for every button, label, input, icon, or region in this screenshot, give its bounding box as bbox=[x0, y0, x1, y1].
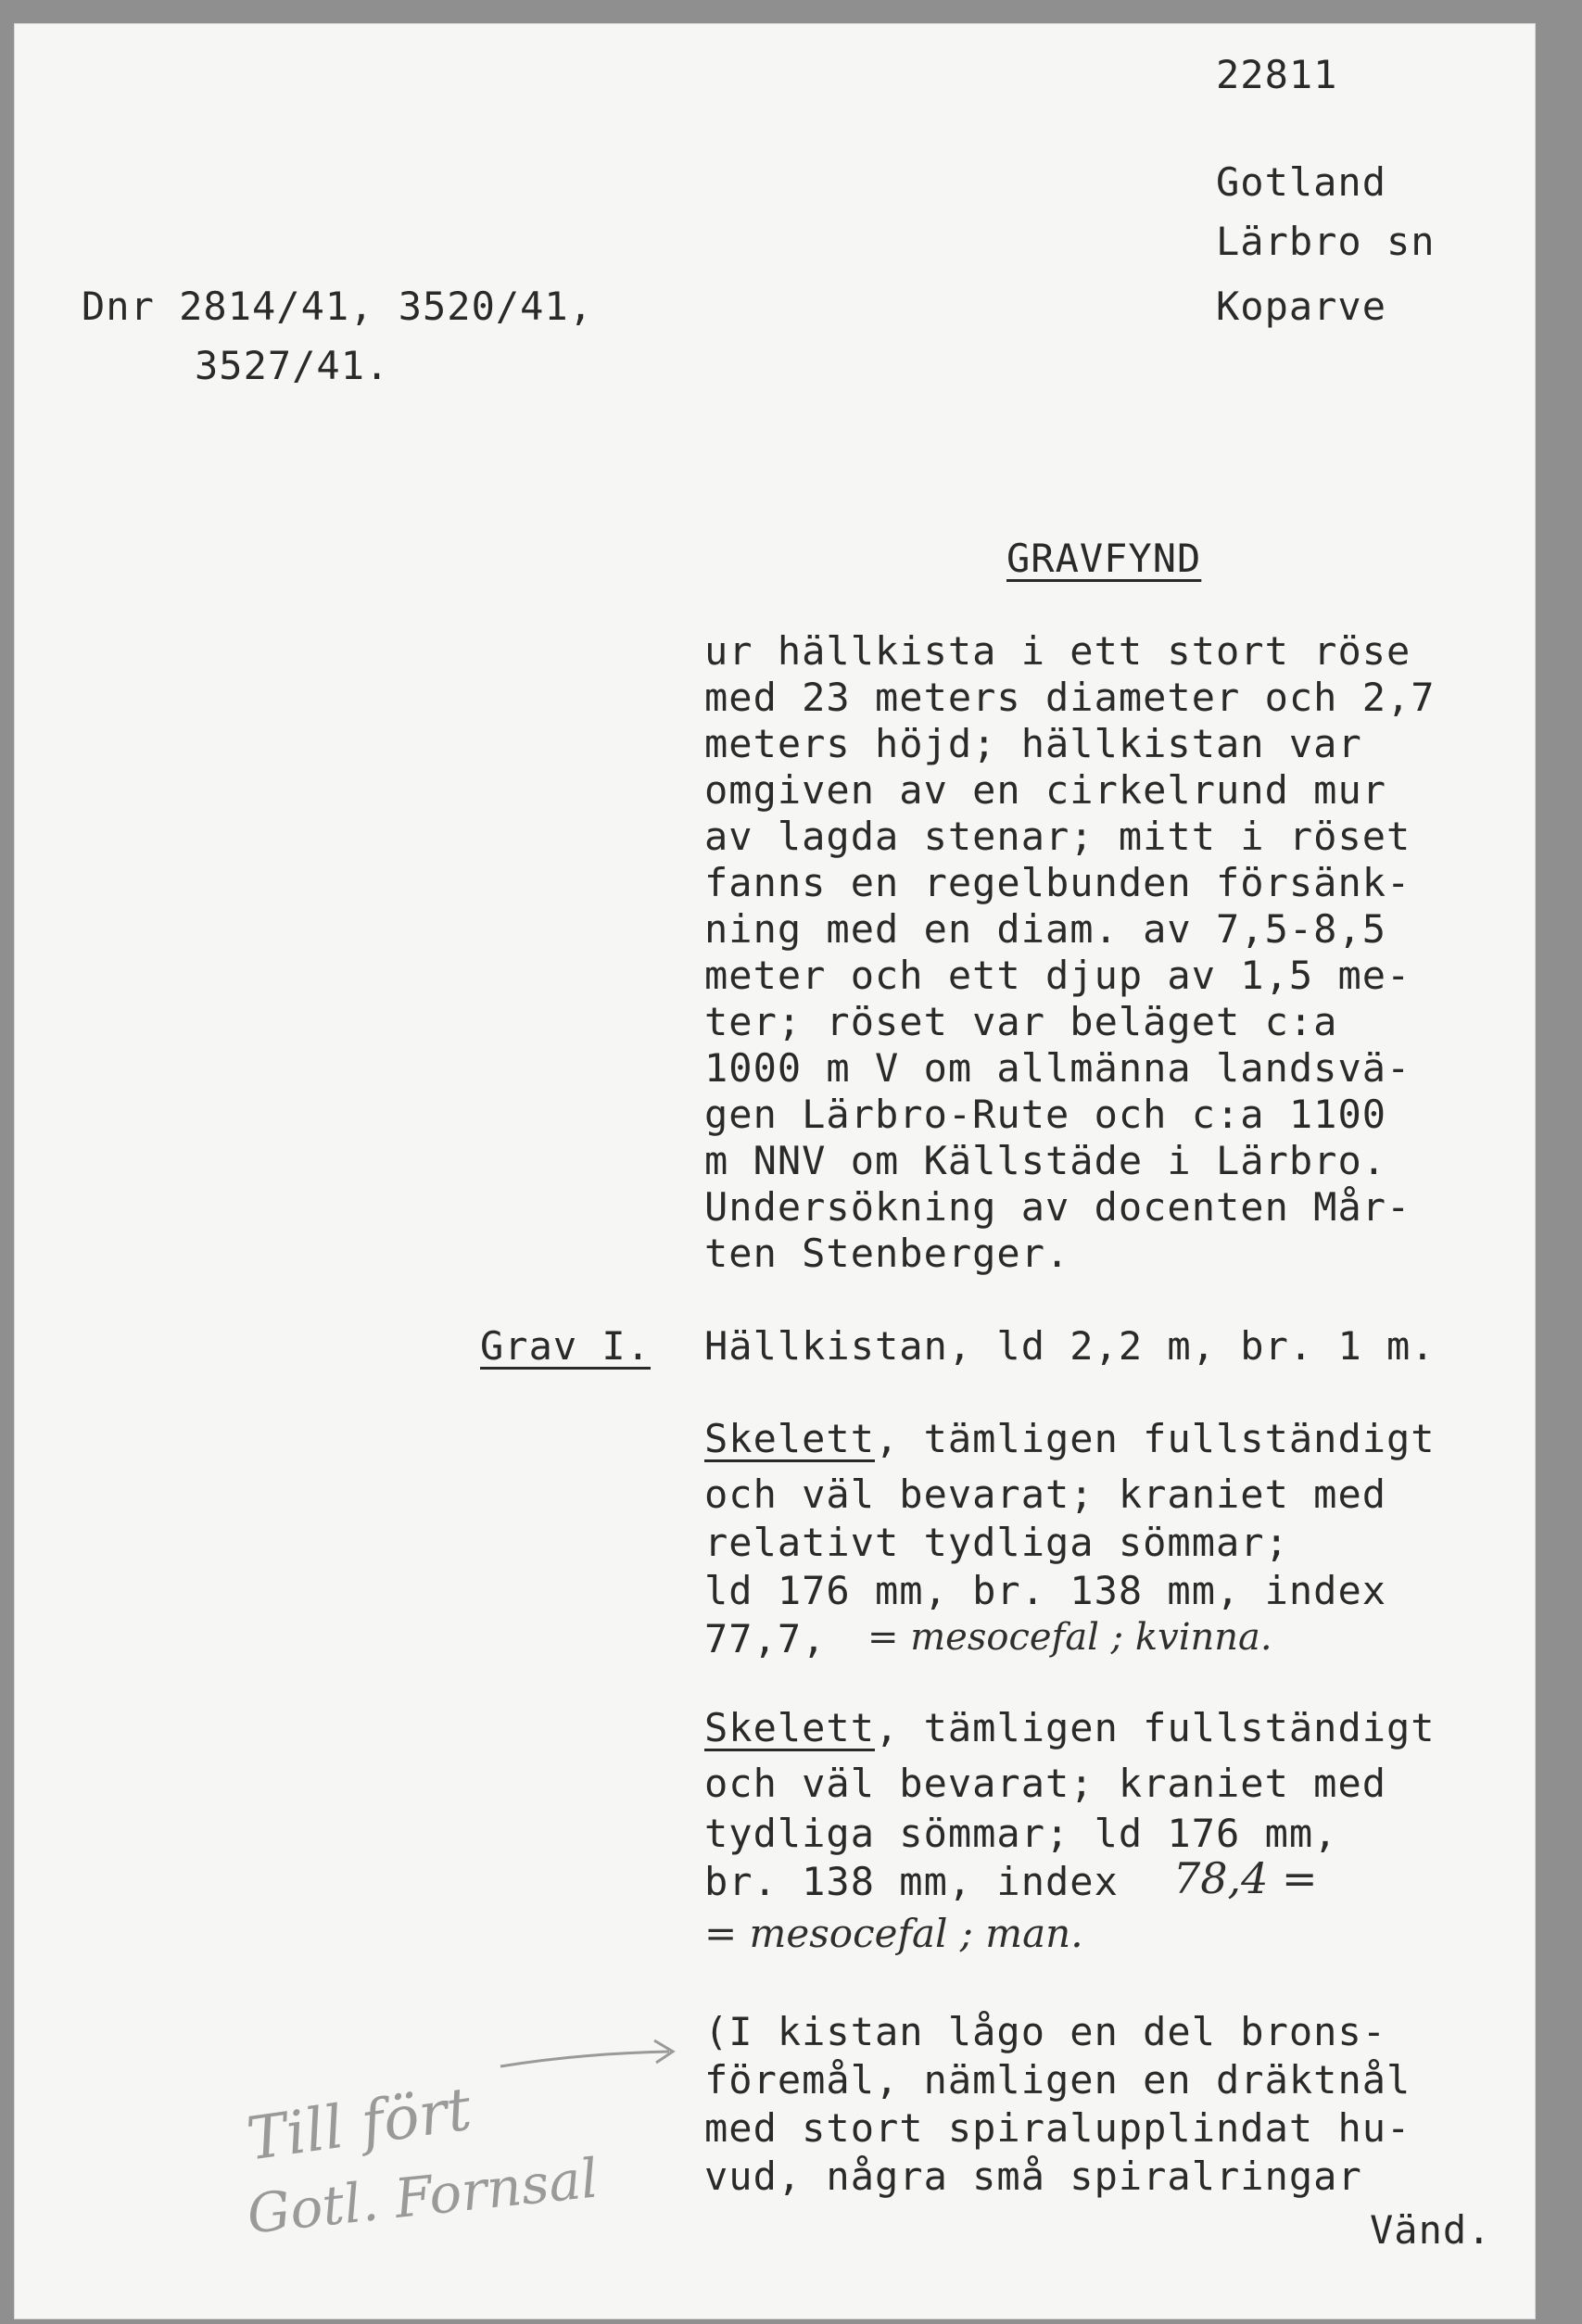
pencil-arrow-icon bbox=[497, 2035, 682, 2081]
dnr-line-2: 3527/41. bbox=[195, 343, 390, 388]
text-line: 1000 m V om allmänna landsvä- bbox=[704, 1045, 1411, 1091]
text-line: m NNV om Källstäde i Lärbro. bbox=[704, 1138, 1387, 1183]
pencil-note-line-2: Gotl. Fornsal bbox=[244, 2146, 601, 2246]
text-line: Undersökning av docenten Mår- bbox=[704, 1184, 1411, 1230]
skeleton-2-text: , tämligen fullständigt bbox=[875, 1705, 1436, 1750]
pencil-note-line-1: Till fört bbox=[243, 2075, 475, 2175]
document-title: GRAVFYND bbox=[1006, 536, 1202, 581]
location-province: Gotland bbox=[1216, 159, 1387, 205]
text-line: ter; röset var beläget c:a bbox=[704, 999, 1338, 1044]
text-line: omgiven av en cirkelrund mur bbox=[704, 767, 1387, 813]
location-parish: Lärbro sn bbox=[1216, 219, 1436, 264]
text-line: fanns en regelbunden försänk- bbox=[704, 860, 1411, 905]
text-line: och väl bevarat; kraniet med bbox=[704, 1761, 1387, 1806]
dnr-line-1: Dnr 2814/41, 3520/41, bbox=[82, 284, 594, 329]
skeleton-1-text: , tämligen fullständigt bbox=[875, 1416, 1436, 1461]
text-line: (I kistan lågo en del brons- bbox=[704, 2009, 1387, 2054]
text-line: vud, några små spiralringar bbox=[704, 2153, 1362, 2199]
skeleton-2-line-1 bbox=[704, 1705, 1436, 1751]
text-line: ten Stenberger. bbox=[704, 1231, 1070, 1276]
text-line: och väl bevarat; kraniet med bbox=[704, 1471, 1387, 1517]
text-line: tydliga sömmar; ld 176 mm, bbox=[704, 1811, 1338, 1856]
catalog-number: 22811 bbox=[1216, 52, 1338, 97]
text-line: med stort spiralupplindat hu- bbox=[704, 2105, 1411, 2151]
text-line: 77,7, bbox=[704, 1616, 851, 1661]
skeleton-1-line-1 bbox=[704, 1416, 1436, 1462]
text-line: br. 138 mm, index bbox=[704, 1859, 1144, 1904]
text-line: av lagda stenar; mitt i röset bbox=[704, 814, 1411, 859]
skeleton-2-handwritten-index: 78,4 = bbox=[1173, 1853, 1318, 1903]
text-line: ur hällkista i ett stort röse bbox=[704, 628, 1411, 674]
skeleton-2-heading: Skelett bbox=[704, 1705, 876, 1750]
location-farm: Koparve bbox=[1216, 284, 1387, 329]
skeleton-1-heading: Skelett bbox=[704, 1416, 876, 1461]
grav-description: Hällkistan, ld 2,2 m, br. 1 m. bbox=[704, 1323, 1436, 1369]
text-line: meters höjd; hällkistan var bbox=[704, 721, 1362, 766]
skeleton-2-handwritten-line: = mesocefal ; man. bbox=[704, 1911, 1083, 1956]
grav-label: Grav I. bbox=[480, 1323, 652, 1369]
text-line: föremål, nämligen en dräktnål bbox=[704, 2057, 1411, 2103]
text-line: gen Lärbro-Rute och c:a 1100 bbox=[704, 1092, 1387, 1137]
text-line: ld 176 mm, br. 138 mm, index bbox=[704, 1568, 1387, 1613]
skeleton-1-handwritten-note: = mesocefal ; kvinna. bbox=[867, 1616, 1272, 1659]
text-line: med 23 meters diameter och 2,7 bbox=[704, 675, 1436, 720]
catalog-card bbox=[15, 24, 1535, 2318]
text-line: relativt tydliga sömmar; bbox=[704, 1520, 1289, 1565]
turn-over-note: Vänd. bbox=[1370, 2207, 1492, 2253]
text-line: meter och ett djup av 1,5 me- bbox=[704, 953, 1411, 998]
text-line: ning med en diam. av 7,5-8,5 bbox=[704, 906, 1387, 952]
